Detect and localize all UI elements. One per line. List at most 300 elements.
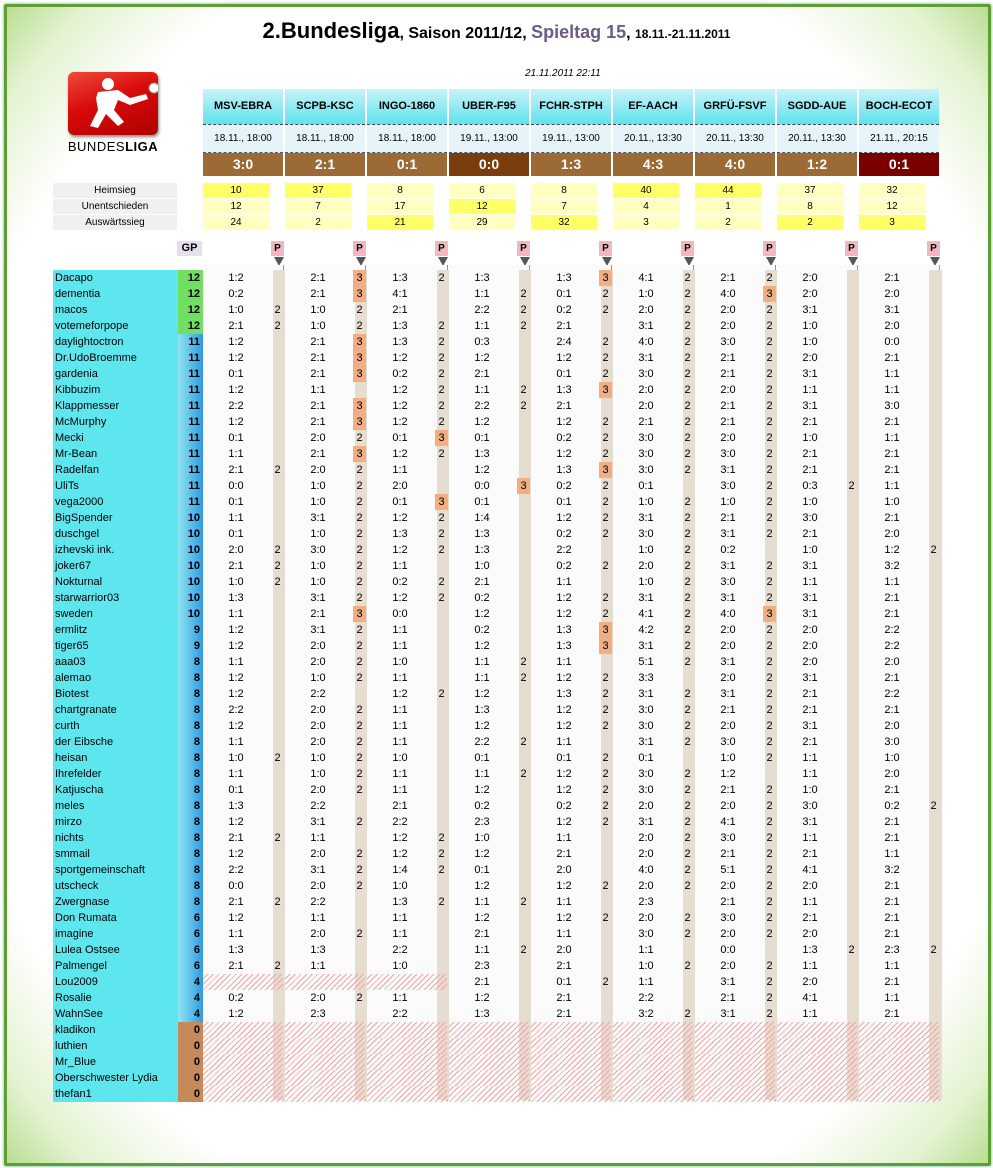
prediction-tip: 0:0	[474, 480, 490, 492]
prediction-tip: 2:0	[638, 912, 654, 924]
empty-prediction	[203, 974, 283, 990]
prediction-tip: 1:3	[474, 1008, 490, 1020]
prediction-tip: 1:1	[228, 768, 244, 780]
empty-prediction	[531, 1054, 611, 1070]
prediction-tip: 2:1	[392, 800, 408, 812]
prediction-tip: 2:1	[720, 896, 736, 908]
prediction-points: 2	[602, 448, 609, 460]
prediction-tip: 2:4	[556, 336, 572, 348]
prediction-points: 2	[602, 480, 609, 492]
prediction-tip: 1:1	[392, 720, 408, 732]
prediction-tip: 1:3	[474, 704, 490, 716]
games-played: 8	[178, 830, 203, 846]
player-name: votemeforpope	[53, 318, 178, 334]
table-row	[53, 910, 943, 926]
empty-prediction	[203, 1086, 283, 1102]
table-row	[53, 894, 943, 910]
prediction-tip: 0:2	[228, 288, 244, 300]
empty-prediction	[285, 1022, 365, 1038]
prediction-points: 2	[684, 384, 691, 396]
prediction-tip: 2:1	[310, 608, 326, 620]
tip-percentage: 10	[203, 183, 269, 198]
prediction-tip: 2:1	[474, 576, 490, 588]
player-name: Oberschwester Lydia	[53, 1070, 178, 1086]
table-row	[53, 334, 943, 350]
prediction-points: 2	[438, 400, 445, 412]
prediction-tip: 2:1	[310, 288, 326, 300]
prediction-tip: 1:1	[474, 384, 490, 396]
prediction-points: 3	[517, 478, 530, 494]
prediction-points: 2	[274, 544, 281, 556]
prediction-tip: 1:1	[474, 656, 490, 668]
prediction-tip: 2:0	[884, 528, 900, 540]
prediction-tip: 2:2	[228, 400, 244, 412]
prediction-tip: 1:0	[310, 304, 326, 316]
prediction-tip: 1:1	[392, 768, 408, 780]
prediction-tip: 1:1	[556, 656, 572, 668]
prediction-tip: 2:1	[720, 416, 736, 428]
prediction-tip: 1:2	[228, 272, 244, 284]
prediction-tip: 3:1	[720, 976, 736, 988]
prediction-points: 2	[520, 384, 527, 396]
prediction-tip: 3:0	[884, 736, 900, 748]
games-played: 8	[178, 718, 203, 734]
prediction-tip: 3:1	[638, 592, 654, 604]
prediction-tip: 1:1	[474, 320, 490, 332]
prediction-tip: 0:1	[228, 528, 244, 540]
prediction-tip: 1:2	[556, 816, 572, 828]
empty-prediction	[367, 1038, 447, 1054]
prediction-tip: 1:3	[474, 448, 490, 460]
prediction-tip: 2:0	[310, 432, 326, 444]
prediction-tip: 0:2	[720, 544, 736, 556]
prediction-tip: 3:0	[802, 800, 818, 812]
update-timestamp: 21.11.2011 22:11	[525, 68, 601, 79]
prediction-points: 2	[766, 464, 773, 476]
prediction-tip: 1:1	[556, 576, 572, 588]
prediction-tip: 2:0	[310, 928, 326, 940]
empty-prediction	[449, 1070, 529, 1086]
prediction-points: 2	[848, 480, 855, 492]
prediction-points: 3	[763, 286, 776, 302]
prediction-points: 2	[520, 304, 527, 316]
prediction-points: 2	[520, 944, 527, 956]
prediction-tip: 4:1	[802, 992, 818, 1004]
prediction-points: 2	[766, 704, 773, 716]
prediction-tip: 1:2	[556, 512, 572, 524]
prediction-tip: 2:1	[720, 992, 736, 1004]
match-score: 1:3	[531, 153, 611, 176]
prediction-tip: 1:0	[392, 656, 408, 668]
prediction-tip: 2:1	[720, 272, 736, 284]
tip-percentage: 24	[203, 215, 269, 230]
prediction-tip: 1:2	[392, 448, 408, 460]
prediction-tip: 1:0	[310, 320, 326, 332]
prediction-tip: 1:3	[474, 272, 490, 284]
prediction-tip: 1:2	[474, 848, 490, 860]
prediction-tip: 2:1	[802, 704, 818, 716]
prediction-tip: 1:2	[228, 688, 244, 700]
prediction-tip: 2:3	[884, 944, 900, 956]
prediction-tip: 2:1	[474, 928, 490, 940]
prediction-tip: 4:0	[638, 336, 654, 348]
prediction-tip: 0:1	[392, 496, 408, 508]
prediction-tip: 3:1	[638, 736, 654, 748]
prediction-points: 2	[438, 416, 445, 428]
player-name: alemao	[53, 670, 178, 686]
prediction-tip: 2:1	[884, 784, 900, 796]
table-row	[53, 670, 943, 686]
match-date: 19.11., 13:00	[449, 125, 529, 153]
match-name: SCPB-KSC	[285, 89, 365, 125]
prediction-points: 2	[602, 608, 609, 620]
prediction-tip: 2:1	[884, 896, 900, 908]
prediction-tip: 3:1	[638, 688, 654, 700]
prediction-tip: 1:1	[392, 928, 408, 940]
empty-prediction	[613, 1054, 693, 1070]
table-row	[53, 654, 943, 670]
prediction-points: 2	[766, 352, 773, 364]
prediction-points: 3	[599, 638, 612, 654]
prediction-tip: 0:2	[556, 800, 572, 812]
player-name: macos	[53, 302, 178, 318]
prediction-tip: 1:3	[802, 944, 818, 956]
prediction-tip: 3:1	[720, 656, 736, 668]
away-win-label: Auswärtssieg	[53, 215, 177, 230]
match-score: 0:1	[367, 153, 447, 176]
prediction-tip: 1:1	[392, 560, 408, 572]
prediction-tip: 2:1	[556, 320, 572, 332]
prediction-tip: 1:1	[228, 608, 244, 620]
prediction-tip: 1:2	[556, 448, 572, 460]
prediction-points: 2	[356, 624, 363, 636]
prediction-tip: 1:1	[228, 512, 244, 524]
prediction-points: 3	[599, 270, 612, 286]
tip-percentage: 7	[531, 199, 597, 214]
prediction-tip: 2:2	[474, 400, 490, 412]
prediction-tip: 1:1	[474, 896, 490, 908]
prediction-tip: 1:2	[228, 416, 244, 428]
player-name: starwarrior03	[53, 590, 178, 606]
tip-percentage: 4	[613, 199, 679, 214]
prediction-points: 2	[438, 336, 445, 348]
prediction-points: 2	[602, 704, 609, 716]
prediction-tip: 1:2	[556, 592, 572, 604]
table-row	[53, 878, 943, 894]
prediction-tip: 2:1	[884, 448, 900, 460]
prediction-tip: 0:1	[474, 496, 490, 508]
prediction-points: 2	[520, 656, 527, 668]
prediction-tip: 1:2	[392, 512, 408, 524]
player-name: Palmengel	[53, 958, 178, 974]
prediction-tip: 2:1	[474, 368, 490, 380]
prediction-tip: 1:2	[392, 544, 408, 556]
prediction-tip: 3:1	[802, 720, 818, 732]
table-row	[53, 1054, 943, 1070]
prediction-tip: 1:2	[392, 400, 408, 412]
prediction-tip: 2:2	[474, 736, 490, 748]
games-played: 12	[178, 302, 203, 318]
prediction-tip: 2:0	[310, 720, 326, 732]
games-played: 6	[178, 926, 203, 942]
prediction-tip: 2:1	[802, 688, 818, 700]
prediction-points: 2	[684, 528, 691, 540]
prediction-points: 3	[353, 366, 366, 382]
table-row	[53, 958, 943, 974]
prediction-tip: 4:1	[638, 608, 654, 620]
empty-prediction	[777, 1038, 857, 1054]
prediction-tip: 1:0	[802, 544, 818, 556]
tip-percentage: 8	[367, 183, 433, 198]
prediction-tip: 0:1	[228, 496, 244, 508]
prediction-points: 2	[766, 448, 773, 460]
player-name: thefan1	[53, 1086, 178, 1102]
player-name: sportgemeinschaft	[53, 862, 178, 878]
prediction-tip: 4:1	[720, 816, 736, 828]
prediction-points: 2	[356, 544, 363, 556]
prediction-tip: 1:2	[720, 768, 736, 780]
prediction-tip: 1:2	[228, 912, 244, 924]
prediction-points: 2	[602, 496, 609, 508]
prediction-points: 2	[438, 528, 445, 540]
prediction-points: 2	[684, 288, 691, 300]
match-score: 2:1	[285, 153, 365, 176]
prediction-points: 2	[848, 944, 855, 956]
prediction-tip: 1:2	[556, 704, 572, 716]
prediction-tip: 2:1	[884, 592, 900, 604]
prediction-tip: 3:1	[802, 672, 818, 684]
prediction-tip: 2:0	[884, 720, 900, 732]
empty-prediction	[285, 974, 365, 990]
prediction-points: 2	[356, 864, 363, 876]
prediction-tip: 2:1	[310, 352, 326, 364]
player-name: chartgranate	[53, 702, 178, 718]
prediction-points: 2	[684, 272, 691, 284]
prediction-tip: 3:0	[638, 768, 654, 780]
prediction-tip: 1:2	[392, 352, 408, 364]
prediction-points: 2	[602, 688, 609, 700]
prediction-points: 3	[353, 270, 366, 286]
prediction-points: 2	[274, 304, 281, 316]
games-played: 11	[178, 350, 203, 366]
prediction-points: 2	[766, 640, 773, 652]
table-row	[53, 462, 943, 478]
prediction-tip: 3:1	[638, 512, 654, 524]
table-row	[53, 430, 943, 446]
prediction-points: 2	[438, 864, 445, 876]
prediction-points: 2	[274, 464, 281, 476]
prediction-tip: 1:0	[310, 528, 326, 540]
table-row	[53, 542, 943, 558]
prediction-tip: 0:2	[884, 800, 900, 812]
prediction-tip: 2:1	[228, 960, 244, 972]
prediction-points: 2	[438, 368, 445, 380]
prediction-tip: 1:2	[228, 1008, 244, 1020]
prediction-points: 2	[684, 816, 691, 828]
prediction-tip: 2:1	[474, 976, 490, 988]
prediction-tip: 1:0	[884, 496, 900, 508]
prediction-tip: 2:1	[228, 896, 244, 908]
prediction-tip: 1:1	[802, 832, 818, 844]
prediction-points: 2	[766, 880, 773, 892]
player-name: sweden	[53, 606, 178, 622]
home-win-label: Heimsieg	[53, 183, 177, 198]
prediction-tip: 1:3	[474, 544, 490, 556]
points-header: P	[353, 241, 366, 256]
prediction-points: 2	[684, 1008, 691, 1020]
prediction-tip: 2:0	[638, 304, 654, 316]
prediction-tip: 1:2	[474, 784, 490, 796]
games-played: 10	[178, 526, 203, 542]
prediction-tip: 2:0	[884, 320, 900, 332]
games-played: 0	[178, 1054, 203, 1070]
prediction-points: 2	[684, 304, 691, 316]
prediction-tip: 1:1	[802, 576, 818, 588]
prediction-tip: 2:1	[884, 512, 900, 524]
tip-percentage: 8	[777, 199, 843, 214]
prediction-points: 2	[766, 400, 773, 412]
prediction-points: 2	[602, 336, 609, 348]
prediction-tip: 1:1	[884, 576, 900, 588]
prediction-tip: 1:1	[392, 624, 408, 636]
prediction-tip: 3:0	[638, 784, 654, 796]
prediction-points: 2	[602, 304, 609, 316]
prediction-tip: 1:0	[392, 880, 408, 892]
prediction-points: 2	[602, 768, 609, 780]
prediction-tip: 2:1	[802, 736, 818, 748]
points-header: P	[517, 241, 530, 256]
prediction-tip: 0:1	[638, 752, 654, 764]
prediction-tip: 1:2	[474, 880, 490, 892]
prediction-tip: 3:0	[310, 544, 326, 556]
player-name: Mecki	[53, 430, 178, 446]
prediction-tip: 1:1	[228, 448, 244, 460]
prediction-tip: 1:1	[884, 368, 900, 380]
prediction-tip: 0:0	[720, 944, 736, 956]
match-date: 20.11., 13:30	[777, 125, 857, 153]
player-name: joker67	[53, 558, 178, 574]
prediction-tip: 2:3	[474, 816, 490, 828]
empty-prediction	[859, 1038, 939, 1054]
prediction-tip: 4:1	[392, 288, 408, 300]
prediction-tip: 1:0	[802, 320, 818, 332]
prediction-points: 2	[356, 432, 363, 444]
prediction-tip: 2:0	[310, 880, 326, 892]
games-played: 10	[178, 558, 203, 574]
prediction-tip: 3:0	[720, 736, 736, 748]
prediction-tip: 2:2	[392, 816, 408, 828]
prediction-points: 2	[684, 800, 691, 812]
prediction-points: 2	[766, 864, 773, 876]
prediction-tip: 2:0	[802, 976, 818, 988]
prediction-points: 2	[766, 688, 773, 700]
empty-prediction	[859, 1070, 939, 1086]
prediction-tip: 1:1	[884, 848, 900, 860]
player-name: vega2000	[53, 494, 178, 510]
prediction-points: 2	[356, 560, 363, 572]
games-played: 0	[178, 1086, 203, 1102]
prediction-tip: 1:0	[802, 496, 818, 508]
match-name: GRFÜ-FSVF	[695, 89, 775, 125]
empty-prediction	[777, 1054, 857, 1070]
prediction-tip: 1:0	[638, 544, 654, 556]
player-name: heisan	[53, 750, 178, 766]
player-name: mirzo	[53, 814, 178, 830]
empty-prediction	[285, 1038, 365, 1054]
table-row	[53, 1086, 943, 1102]
prediction-tip: 1:2	[474, 912, 490, 924]
prediction-tip: 1:1	[884, 960, 900, 972]
prediction-points: 2	[684, 960, 691, 972]
prediction-points: 2	[356, 816, 363, 828]
prediction-tip: 1:1	[638, 976, 654, 988]
player-name: izhevski ink.	[53, 542, 178, 558]
match-score: 4:0	[695, 153, 775, 176]
prediction-points: 2	[684, 368, 691, 380]
logo-word-a: BUNDES	[67, 139, 126, 154]
season-label: , Saison 2011/12,	[399, 25, 527, 42]
title-separator: ,	[626, 25, 631, 42]
tip-percentage: 32	[531, 215, 597, 230]
player-name: duschgel	[53, 526, 178, 542]
prediction-tip: 2:0	[310, 704, 326, 716]
empty-prediction	[285, 1086, 365, 1102]
prediction-tip: 1:2	[228, 352, 244, 364]
prediction-tip: 2:1	[720, 352, 736, 364]
prediction-tip: 1:0	[638, 960, 654, 972]
prediction-tip: 2:1	[884, 880, 900, 892]
prediction-tip: 1:3	[392, 336, 408, 348]
prediction-tip: 2:0	[720, 384, 736, 396]
prediction-tip: 3:1	[720, 592, 736, 604]
prediction-tip: 1:3	[556, 640, 572, 652]
prediction-tip: 0:1	[556, 976, 572, 988]
prediction-tip: 1:0	[884, 752, 900, 764]
prediction-tip: 1:2	[474, 608, 490, 620]
games-played: 4	[178, 1006, 203, 1022]
prediction-points: 2	[930, 800, 937, 812]
games-played: 0	[178, 1070, 203, 1086]
prediction-tip: 1:3	[228, 592, 244, 604]
prediction-tip: 1:2	[392, 688, 408, 700]
prediction-tip: 2:1	[310, 416, 326, 428]
prediction-points: 2	[684, 784, 691, 796]
tip-percentage: 2	[777, 215, 843, 230]
prediction-points: 2	[602, 560, 609, 572]
prediction-tip: 1:1	[802, 896, 818, 908]
prediction-points: 2	[438, 320, 445, 332]
empty-prediction	[695, 1054, 775, 1070]
prediction-tip: 2:2	[228, 704, 244, 716]
gp-header: GP	[177, 241, 202, 256]
match-date: 18.11., 18:00	[285, 125, 365, 153]
prediction-points: 2	[684, 560, 691, 572]
prediction-tip: 1:2	[474, 720, 490, 732]
prediction-points: 2	[766, 656, 773, 668]
prediction-points: 2	[684, 656, 691, 668]
prediction-points: 2	[766, 800, 773, 812]
prediction-tip: 1:2	[228, 336, 244, 348]
prediction-points: 2	[684, 848, 691, 860]
matchday-label: Spieltag 15	[531, 22, 627, 42]
prediction-tip: 0:2	[556, 304, 572, 316]
tip-percentage: 3	[859, 215, 925, 230]
prediction-tip: 2:0	[228, 544, 244, 556]
prediction-tip: 2:0	[638, 832, 654, 844]
prediction-points: 2	[766, 576, 773, 588]
prediction-tip: 2:0	[310, 736, 326, 748]
prediction-points: 2	[684, 928, 691, 940]
